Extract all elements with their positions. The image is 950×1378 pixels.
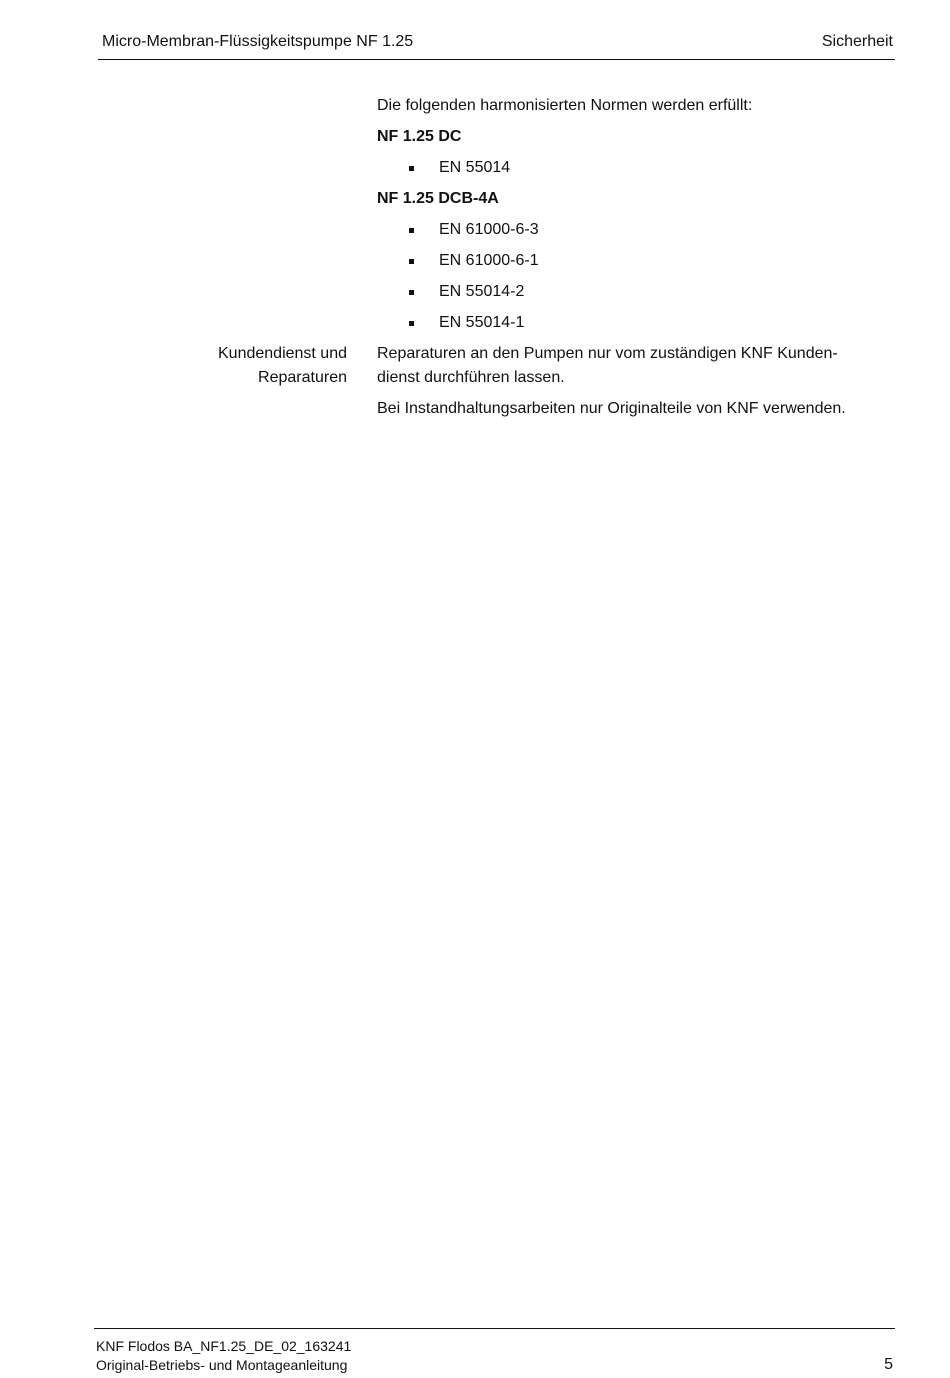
header-divider: [98, 59, 895, 60]
norm-item: EN 55014-1: [439, 314, 525, 331]
norm-item: EN 61000-6-1: [439, 252, 539, 269]
bullet-icon: [409, 228, 414, 233]
paragraph: Bei Instandhaltungsarbeiten nur Originalteile von KNF verwenden.: [377, 400, 846, 417]
margin-heading-line: Reparaturen: [258, 369, 347, 386]
norm-group-heading: NF 1.25 DCB-4A: [377, 190, 499, 207]
norm-group-heading: NF 1.25 DC: [377, 128, 462, 145]
norm-item: EN 55014: [439, 159, 511, 176]
bullet-icon: [409, 259, 414, 264]
bullet-icon: [409, 166, 414, 171]
paragraph-line: Reparaturen an den Pumpen nur vom zuständigen KNF Kunden-: [377, 345, 838, 362]
norm-item: EN 55014-2: [439, 283, 525, 300]
section-title: Sicherheit: [821, 33, 893, 50]
bullet-icon: [409, 321, 414, 326]
paragraph-line: dienst durchführen lassen.: [377, 369, 565, 386]
footer-document-type: Original-Betriebs- und Montageanleitung: [96, 1357, 348, 1373]
bullet-icon: [409, 290, 414, 295]
margin-heading-line: Kundendienst und: [218, 345, 347, 362]
footer-divider: [94, 1328, 895, 1329]
norms-intro: Die folgenden harmonisierten Normen werden erfüllt:: [377, 97, 753, 114]
norm-item: EN 61000-6-3: [439, 221, 539, 238]
footer-document-id: KNF Flodos BA_NF1.25_DE_02_163241: [96, 1338, 352, 1354]
page-number: 5: [884, 1356, 893, 1373]
document-title: Micro-Membran-Flüssigkeitspumpe NF 1.25: [102, 33, 414, 50]
